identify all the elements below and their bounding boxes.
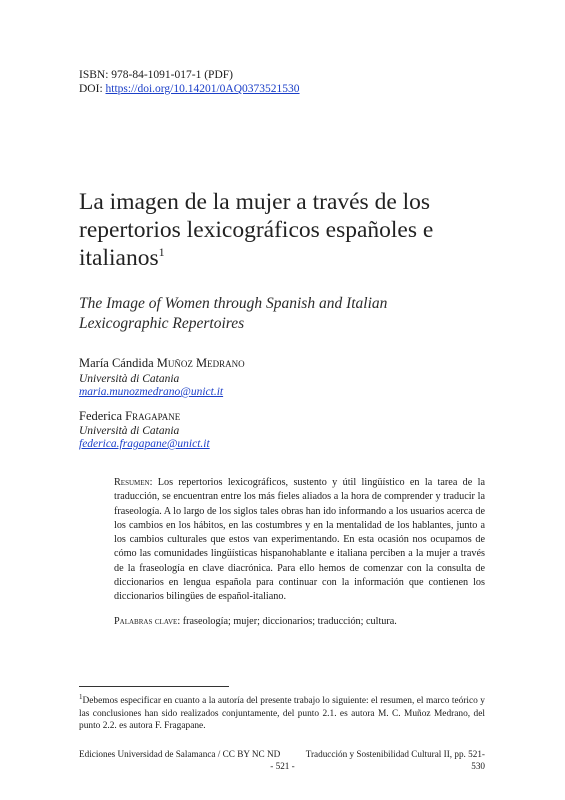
- keywords-text: fraseología; mujer; diccionarios; traducción; cultura.: [180, 616, 397, 627]
- footer-publisher: Ediciones Universidad de Salamanca / CC BY NC ND: [79, 749, 281, 759]
- doi-label: DOI:: [79, 83, 106, 95]
- abstract-text: Los repertorios lexicográficos, sustento y útil lingüístico en la tarea de la traducción, se encuentran entre los más fieles aliados a la hora de comprender y traducir la fraseología. A lo largo de los siglos tales obras han ido informando a los usuarios acerca de los cambios en los hábitos, en las costumbres y en la mentalidad de los hablantes, junto a los cambios culturales que estos van experimentando. En esta ocasión nos ocupamos de cómo las comunidades lingüísticas hispanohablante e italiana perciben a la mujer a través de la fraseología en clave diacrónica. Para ello hemos de comenzar con la consulta de diccionarios en lengua española para continuar con la información que contienen los diccionarios bilingües de español-italiano.: [114, 477, 485, 603]
- article-title: [79, 188, 499, 272]
- footnote-text: Debemos especificar en cuanto a la autoría del presente trabajo lo siguiente: el resumen, el marco teórico y las conclusiones han sido realizados conjuntamente, del punto 2.1. es autora M. C. Muñoz Medrano, del punto 2.2. es autora F. Fragapane.: [79, 696, 485, 731]
- footer-source: Traducción y Sostenibilidad Cultural II, pp. 521-530: [305, 749, 485, 771]
- author-given-name: María Cándida: [79, 356, 157, 370]
- english-title: The Image of Women through Spanish and Italian Lexicographic Repertoires: [79, 295, 388, 332]
- author-affiliation: Università di Catania: [79, 373, 180, 385]
- author-email-link[interactable]: maria.munozmedrano@unict.it: [79, 386, 224, 398]
- author-email-link[interactable]: federica.fragapane@unict.it: [79, 438, 210, 450]
- abstract: [114, 476, 485, 605]
- abstract-label: Resumen:: [114, 477, 153, 488]
- footnote-mark: 1: [79, 693, 83, 701]
- doi-link[interactable]: https://doi.org/10.14201/0AQ0373521530: [105, 83, 300, 95]
- author-name: [79, 409, 180, 424]
- isbn-line: ISBN: 978-84-1091-017-1 (PDF): [79, 69, 233, 81]
- keywords: [114, 615, 485, 629]
- author-given-name: Federica: [79, 409, 126, 423]
- title-text: La imagen de la mujer a través de los repertorios lexicográficos españoles e italianos: [79, 189, 434, 271]
- author-affiliation: Università di Catania: [79, 425, 180, 437]
- author-name: [79, 356, 245, 371]
- keywords-label: Palabras clave:: [114, 616, 181, 627]
- doi-line: [79, 82, 300, 96]
- author-surname: Fragapane: [125, 409, 181, 423]
- author-surname: Muñoz Medrano: [156, 356, 245, 370]
- title-footnote-mark[interactable]: 1: [158, 245, 165, 260]
- footnote-divider: [79, 686, 229, 687]
- footnote: [79, 691, 485, 732]
- page-number: - 521 -: [270, 761, 295, 771]
